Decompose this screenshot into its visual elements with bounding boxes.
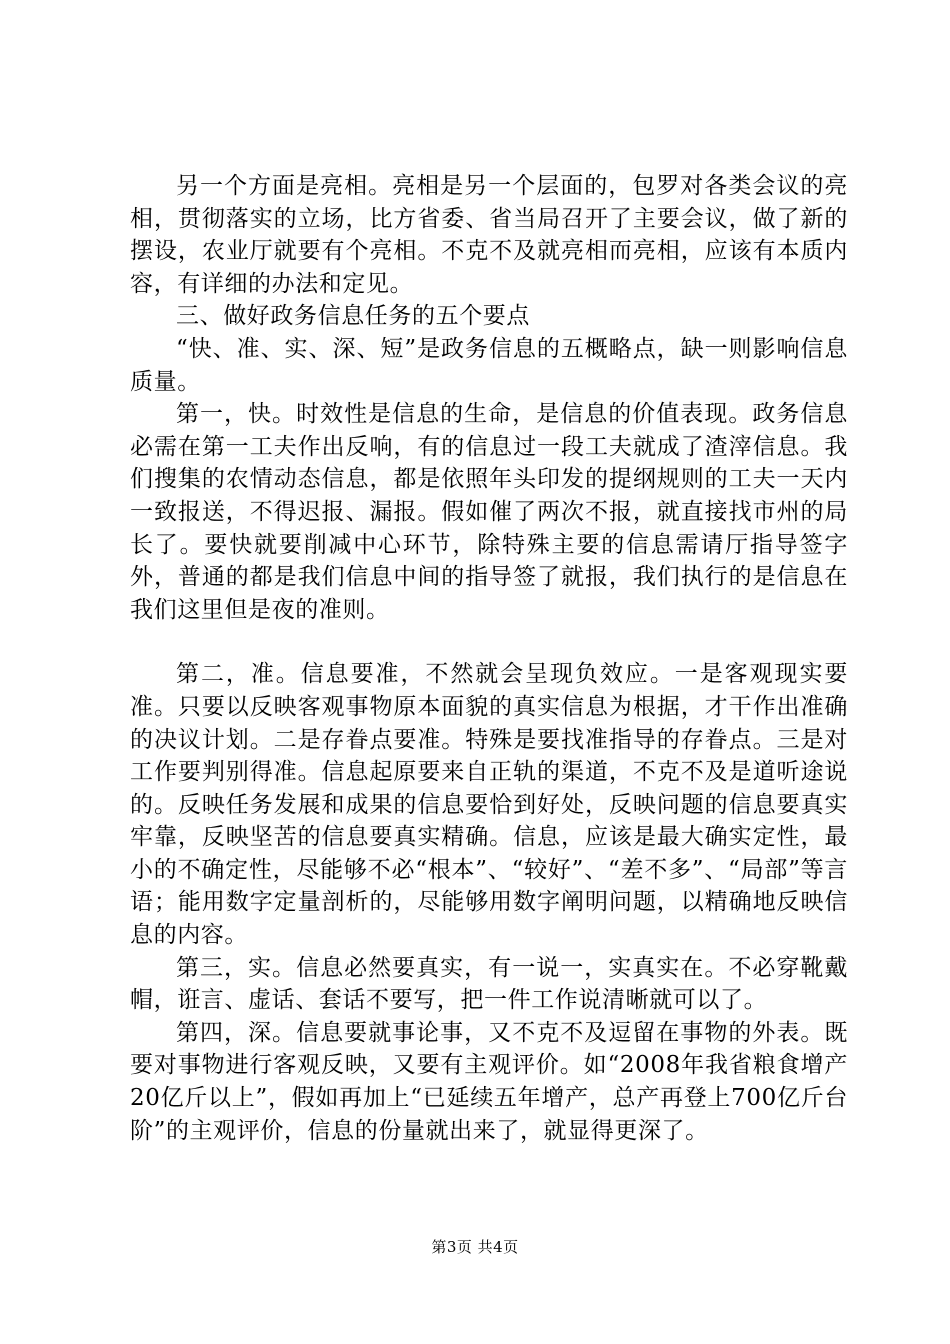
paragraph-liangxiang: 另一个方面是亮相。亮相是另一个层面的，包罗对各类会议的亮相，贯彻落实的立场，比方省委、省当局召开了主要会议，做了新的摆设，农业厅就要有个亮相。不克不及就亮相而亮相，应该有本质内容，有详细的办法和定见。 xyxy=(130,173,848,297)
document-body xyxy=(130,170,848,1147)
paragraph-fourth-deep: 第四，深。信息要就事论事，又不克不及逗留在事物的外表。既要对事物进行客观反映，又要有主观评价。如“2008年我省粮食增产20亿斤以上”，假如再加上“已延续五年增产，总产再登上700亿斤台阶”的主观评价，信息的份量就出来了，就显得更深了。 xyxy=(130,1019,848,1144)
paragraph-third-real: 第三，实。信息必然要真实，有一说一，实真实在。不必穿靴戴帽，诳言、虚话、套话不要写，把一件工作说清晰就可以了。 xyxy=(130,954,848,1014)
paragraph-first-fast: 第一，快。时效性是信息的生命，是信息的价值表现。政务信息必需在第一工夫作出反响，有的信息过一段工夫就成了渣滓信息。我们搜集的农情动态信息，都是依照年头印发的提纲规则的工夫一天内一致报送，不得迟报、漏报。假如催了两次不报，就直接找市州的局长了。要快就要削减中心环节，除特殊主要的信息需请厅指导签字外，普通的都是我们信息中间的指导签了就报，我们执行的是信息在我们这里但是夜的准则。 xyxy=(130,401,848,623)
paragraph-five-points-intro: “快、准、实、深、短”是政务信息的五概略点，缺一则影响信息质量。 xyxy=(130,335,848,395)
section-heading-five-points: 三、做好政务信息任务的五个要点 xyxy=(176,303,530,330)
paragraph-second-accurate: 第二，准。信息要准，不然就会呈现负效应。一是客观现实要准。只要以反映客观事物原本面貌的真实信息为根据，才干作出准确的决议计划。二是存眷点要准。特殊是要找准指导的存眷点。三是对工作要判别得准。信息起原要来自正轨的渠道，不克不及是道听途说的。反映任务发展和成果的信息要恰到好处，反映问题的信息要真实牢靠，反映坚苦的信息要真实精确。信息，应该是最大确实定性，最小的不确定性，尽能够不必“根本”、“较好”、“差不多”、“局部”等言语；能用数字定量剖析的，尽能够用数字阐明问题，以精确地反映信息的内容。 xyxy=(130,661,848,949)
page-number-footer: 第3页 共4页 xyxy=(431,1238,519,1256)
